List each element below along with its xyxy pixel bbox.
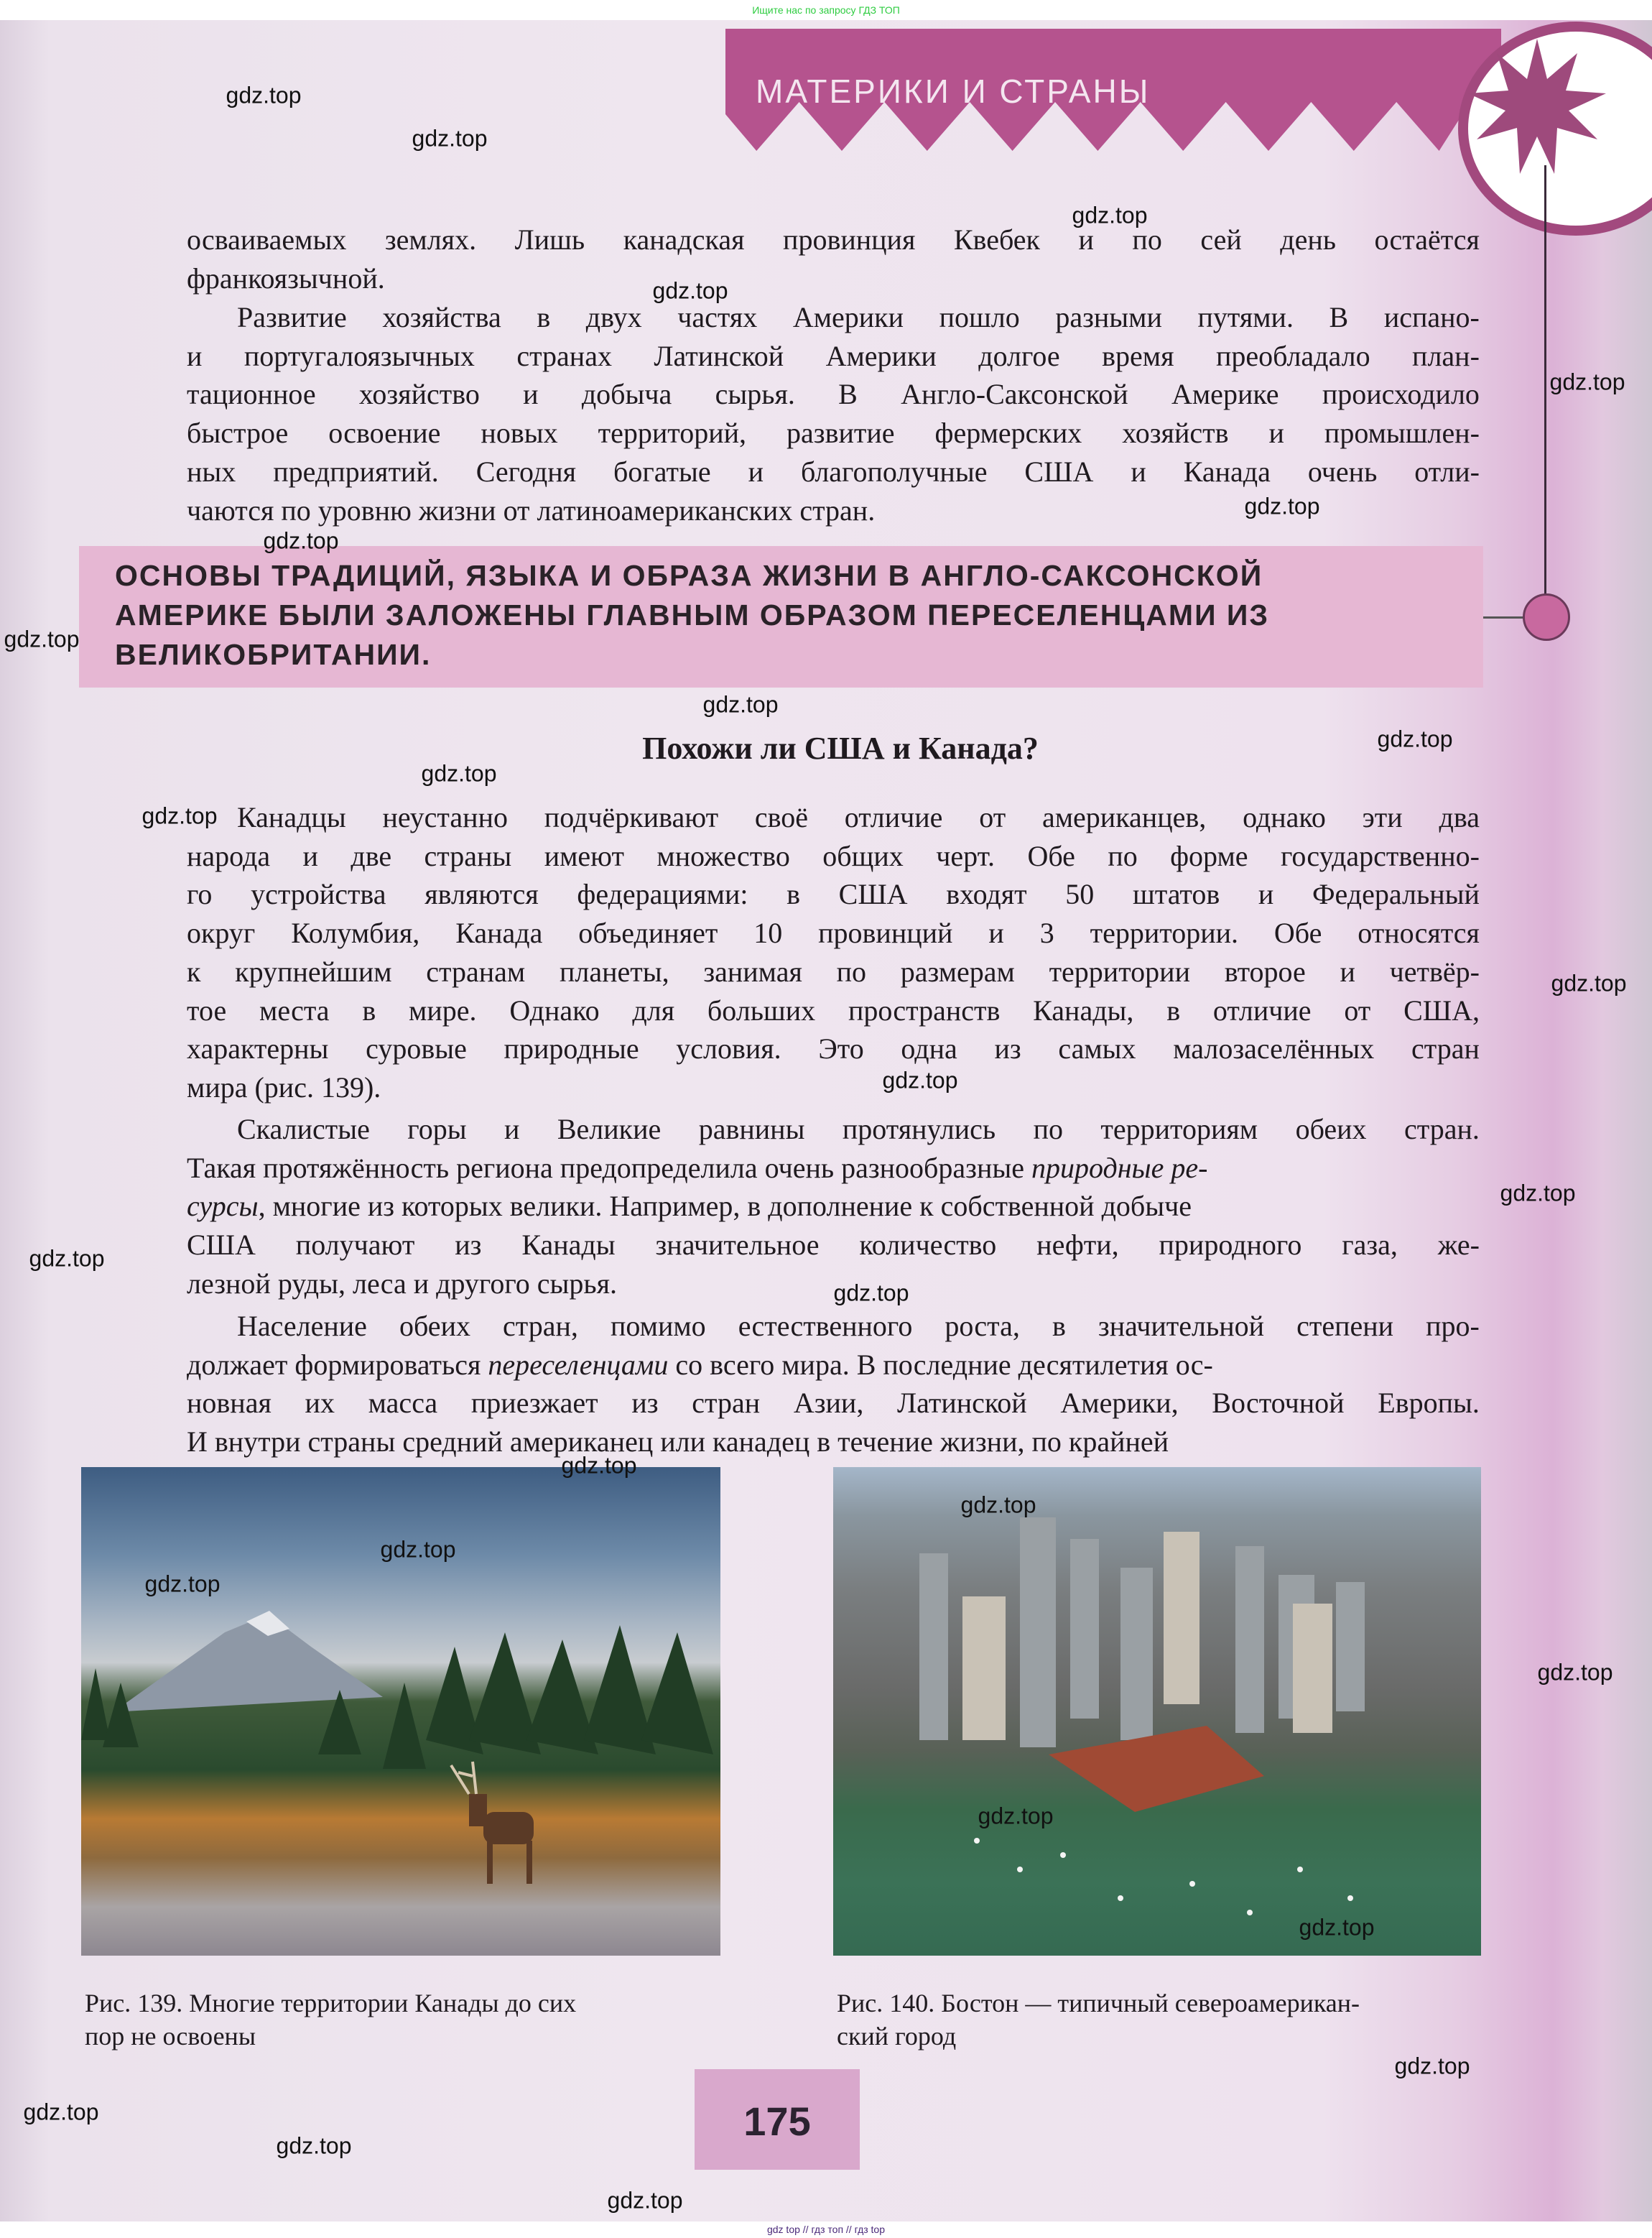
section-title: МАТЕРИКИ И СТРАНЫ — [756, 73, 1151, 110]
word: природные — [504, 1032, 639, 1065]
word: в — [1052, 1310, 1066, 1342]
word: две — [351, 839, 392, 872]
word: планеты, — [559, 955, 669, 988]
watermark-text: gdz.top — [833, 1280, 909, 1306]
text-segment: чаются по уровню жизни от латиноамериканских стран. — [187, 494, 876, 527]
word: странах — [516, 339, 612, 372]
word: Канады — [521, 1229, 616, 1262]
word: и — [1340, 955, 1355, 988]
word: и — [988, 917, 1004, 950]
word: форме — [1170, 839, 1248, 872]
watermark-text: gdz.top — [607, 2187, 683, 2214]
word: отли- — [1414, 455, 1480, 488]
italic-term: переселенцами — [488, 1348, 669, 1381]
word: очень — [1307, 455, 1378, 488]
text-line — [187, 1348, 1480, 1382]
word: федерациями: — [577, 878, 748, 911]
word: имеют — [544, 839, 624, 872]
word: Это — [818, 1032, 864, 1065]
word: путями. — [1197, 301, 1294, 333]
callout-line: АМЕРИКЕ БЫЛИ ЗАЛОЖЕНЫ ГЛАВНЫМ ОБРАЗОМ ПЕРЕСЕЛЕНЦАМИ ИЗ — [115, 598, 1270, 632]
word: народа — [187, 839, 271, 872]
word: преобладало — [1215, 339, 1370, 372]
word: одна — [901, 1032, 957, 1065]
text-line — [187, 1189, 1480, 1223]
boston-aerial-image — [833, 1467, 1481, 1956]
watermark-text: gdz.top — [1299, 1914, 1375, 1941]
text-line — [237, 800, 1480, 834]
word: природного — [1159, 1229, 1302, 1262]
word: странам — [426, 955, 526, 988]
word: в — [362, 994, 376, 1027]
word: го — [187, 878, 213, 911]
word: время — [1102, 339, 1174, 372]
text-segment: Такая протяжённость региона предопределила очень разнообразные — [187, 1151, 1031, 1184]
caption-line: пор не освоены — [85, 2022, 256, 2050]
word: по — [1108, 839, 1138, 872]
word: и — [504, 1113, 520, 1145]
word: второе — [1224, 955, 1306, 988]
watermark-text: gdz.top — [1244, 493, 1320, 519]
text-line — [187, 1228, 1480, 1262]
word: эти — [1362, 801, 1403, 833]
callout-line: ОСНОВЫ ТРАДИЦИЙ, ЯЗЫКА И ОБРАЗА ЖИЗНИ В АНГЛО-САКСОНСКОЙ — [115, 559, 1263, 592]
word: провинций — [818, 917, 953, 950]
text-segment — [187, 839, 1480, 873]
word: В — [838, 378, 858, 411]
word: Однако — [509, 994, 600, 1027]
word: малозаселённых — [1173, 1032, 1375, 1065]
word: разными — [1055, 301, 1162, 333]
word: черт. — [936, 839, 996, 872]
text-line — [237, 1112, 1480, 1146]
caption-line: Рис. 139. Многие территории Канады до сих — [85, 1989, 577, 2017]
word: штатов — [1132, 878, 1220, 911]
word: Сегодня — [475, 455, 577, 488]
word: к — [187, 955, 201, 988]
text-segment — [187, 1228, 1480, 1262]
word: происходило — [1322, 378, 1480, 411]
word: 3 — [1039, 917, 1054, 950]
text-segment — [187, 994, 1480, 1027]
word: благополучные — [800, 455, 988, 488]
word: относятся — [1358, 917, 1480, 950]
watermark-text: gdz.top — [978, 1803, 1054, 1829]
word: Великие — [557, 1113, 662, 1145]
caption-line: ский город — [837, 2022, 957, 2050]
word: богатые — [613, 455, 711, 488]
word: самых — [1058, 1032, 1136, 1065]
word: стран. — [1403, 1113, 1480, 1145]
decorative-dot — [1523, 593, 1570, 641]
word: из — [455, 1229, 482, 1262]
watermark-text: gdz.top — [1500, 1180, 1576, 1206]
word: в — [786, 878, 800, 911]
word: землях. — [384, 223, 477, 256]
word: количество — [859, 1229, 997, 1262]
word: хозяйств — [1122, 417, 1229, 450]
word: же- — [1437, 1229, 1480, 1262]
word: Восточной — [1212, 1387, 1345, 1420]
watermark-text: gdz.top — [1394, 2053, 1470, 2079]
word: 50 — [1065, 878, 1095, 911]
word: провинция — [783, 223, 916, 256]
figure-140-photo — [833, 1467, 1481, 1956]
word: промышлен- — [1324, 417, 1480, 450]
watermark-text: gdz.top — [1377, 726, 1453, 752]
text-segment — [187, 339, 1480, 373]
word: день — [1280, 223, 1337, 256]
text-segment — [237, 1112, 1480, 1146]
word: добыча — [581, 378, 672, 411]
word: обеих — [399, 1310, 470, 1342]
word: территории. — [1090, 917, 1238, 950]
word: четвёр- — [1389, 955, 1480, 988]
word: их — [305, 1387, 335, 1420]
word: фермерских — [934, 417, 1082, 450]
word: испано- — [1383, 301, 1480, 333]
word: и — [187, 339, 203, 372]
word: общих — [822, 839, 904, 872]
figure-139-caption — [85, 1987, 576, 2053]
watermark-text: gdz.top — [23, 2099, 99, 2125]
word: протянулись — [842, 1113, 996, 1145]
text-line — [187, 377, 1480, 411]
italic-term: природные ре- — [1031, 1151, 1208, 1184]
word: газа, — [1342, 1229, 1398, 1262]
word: США, — [1403, 994, 1480, 1027]
word: тационное — [187, 378, 316, 411]
word: и — [1258, 878, 1274, 911]
top-notice: Ищите нас по запросу ГДЗ ТОП — [0, 0, 1652, 20]
text-line — [187, 839, 1480, 873]
word: однако — [1243, 801, 1326, 833]
text-segment: , многие из которых велики. Например, в дополнение к собственной добыче — [258, 1190, 1192, 1223]
word: естественного — [738, 1310, 913, 1342]
word: Англо-Саксонской — [901, 378, 1128, 411]
text-line — [187, 416, 1480, 450]
word: своё — [754, 801, 808, 833]
word: отличие — [844, 801, 943, 833]
word: от — [979, 801, 1006, 833]
word: объединяет — [578, 917, 718, 950]
word: из — [631, 1387, 659, 1420]
word: государственно- — [1280, 839, 1480, 872]
word: округ — [187, 917, 256, 950]
word: стран — [1411, 1032, 1480, 1065]
word: и — [1078, 223, 1094, 256]
watermark-text: gdz.top — [4, 626, 80, 652]
word: ных — [187, 455, 236, 488]
word: развитие — [786, 417, 895, 450]
word: роста, — [945, 1310, 1020, 1342]
word: Канада — [1183, 455, 1271, 488]
word: американцев, — [1041, 801, 1207, 833]
text-segment — [187, 916, 1480, 950]
text-line — [187, 916, 1480, 950]
word: из — [994, 1032, 1021, 1065]
word: нефти, — [1036, 1229, 1119, 1262]
watermark-text: gdz.top — [702, 691, 779, 718]
word: канадская — [623, 223, 745, 256]
word: сей — [1200, 223, 1242, 256]
word: мире. — [409, 994, 477, 1027]
word: про- — [1426, 1310, 1480, 1342]
word: предприятий. — [273, 455, 439, 488]
text-line — [237, 300, 1480, 334]
word: занимая — [703, 955, 802, 988]
page-number: 175 — [743, 2099, 811, 2144]
text-line — [187, 994, 1480, 1027]
word: стран — [692, 1387, 761, 1420]
word: тое — [187, 994, 227, 1027]
word: двух — [585, 301, 642, 333]
word: новная — [187, 1387, 272, 1420]
word: в — [537, 301, 551, 333]
word: хозяйства — [382, 301, 501, 333]
word: значительной — [1098, 1310, 1265, 1342]
watermark-text: gdz.top — [144, 1571, 221, 1597]
text-segment: И внутри страны средний американец или канадец в течение жизни, по крайней — [187, 1425, 1169, 1458]
word: равнины — [698, 1113, 805, 1145]
subheading: Похожи ли США и Канада? — [642, 731, 1039, 766]
watermark-text: gdz.top — [882, 1067, 958, 1093]
word: являются — [424, 878, 539, 911]
word: территорий, — [598, 417, 746, 450]
text-segment: лезной руды, леса и другого сырья. — [187, 1267, 618, 1300]
watermark-text: gdz.top — [412, 125, 488, 152]
word: Квебек — [953, 223, 1040, 256]
word: территории — [1049, 955, 1190, 988]
watermark-text: gdz.top — [1549, 369, 1625, 395]
word: множество — [656, 839, 790, 872]
bottom-notice: gdz top // гдз топ // гдз top — [0, 2221, 1652, 2238]
word: быстрое — [187, 417, 289, 450]
text-segment: франкоязычной. — [187, 262, 385, 295]
caption-line: Рис. 140. Бостон — типичный североамерикан- — [837, 1989, 1360, 2017]
watermark-text: gdz.top — [561, 1452, 637, 1479]
word: места — [259, 994, 330, 1027]
text-segment: должает формироваться — [187, 1348, 488, 1381]
watermark-text: gdz.top — [421, 760, 497, 787]
word: Америки — [825, 339, 937, 372]
word: долгое — [978, 339, 1060, 372]
word: крупнейшим — [235, 955, 392, 988]
text-segment — [237, 800, 1480, 834]
text-segment — [187, 455, 1480, 489]
word: и — [523, 378, 539, 411]
word: план- — [1412, 339, 1480, 372]
word: осваиваемых — [187, 223, 347, 256]
word: частях — [677, 301, 758, 333]
word: сырья. — [715, 378, 795, 411]
word: и — [748, 455, 764, 488]
word: получают — [295, 1229, 415, 1262]
word: входят — [946, 878, 1027, 911]
word: 10 — [753, 917, 783, 950]
word: от — [1344, 994, 1371, 1027]
text-segment — [187, 1032, 1480, 1065]
word: помимо — [610, 1310, 706, 1342]
word: масса — [368, 1387, 438, 1420]
word: в — [1166, 994, 1181, 1027]
word: хозяйство — [358, 378, 480, 411]
text-segment — [187, 223, 1480, 256]
word: Население — [237, 1310, 367, 1342]
word: Лишь — [514, 223, 585, 256]
word: Канада — [455, 917, 543, 950]
word: степени — [1296, 1310, 1394, 1342]
word: Америке — [1171, 378, 1279, 411]
callout-line: ВЕЛИКОБРИТАНИИ. — [115, 638, 432, 671]
text-line — [187, 223, 1480, 256]
text-segment — [237, 1309, 1480, 1343]
word: Обе — [1273, 917, 1322, 950]
word: новых — [481, 417, 558, 450]
word: Канадцы — [237, 801, 346, 833]
word: Америки — [792, 301, 904, 333]
word: пошло — [939, 301, 1020, 333]
italic-term: сурсы — [187, 1190, 259, 1223]
decorative-line — [1544, 165, 1546, 596]
text-segment — [187, 416, 1480, 450]
text-line — [237, 1309, 1480, 1343]
watermark-text: gdz.top — [29, 1245, 105, 1272]
text-line — [187, 1386, 1480, 1420]
word: устройства — [251, 878, 386, 911]
text-segment: мира (рис. 139). — [187, 1071, 381, 1104]
word: Латинской — [654, 339, 784, 372]
word: Азии, — [793, 1387, 864, 1420]
word: и — [1268, 417, 1284, 450]
word: Европы. — [1378, 1387, 1480, 1420]
word: португалоязычных — [243, 339, 475, 372]
word: Обе — [1027, 839, 1075, 872]
word: Америки, — [1060, 1387, 1179, 1420]
word: остаётся — [1374, 223, 1480, 256]
word: США — [1024, 455, 1094, 488]
word: Скалистые — [237, 1113, 370, 1145]
word: В — [1329, 301, 1349, 333]
word: Канады, — [1033, 994, 1134, 1027]
word: страны — [424, 839, 512, 872]
text-line — [187, 1032, 1480, 1065]
watermark-text: gdz.top — [652, 277, 728, 304]
word: территориям — [1100, 1113, 1258, 1145]
text-line — [187, 1071, 1480, 1104]
watermark-text: gdz.top — [1072, 202, 1148, 228]
text-segment — [187, 1386, 1480, 1420]
word: Латинской — [897, 1387, 1027, 1420]
word: отличие — [1212, 994, 1312, 1027]
word: для — [632, 994, 675, 1027]
word: по — [836, 955, 866, 988]
word: Развитие — [237, 301, 347, 333]
word: подчёркивают — [544, 801, 719, 833]
watermark-text: gdz.top — [1537, 1659, 1613, 1686]
star-icon — [1465, 36, 1609, 180]
word: по — [1033, 1113, 1063, 1145]
word: стран, — [503, 1310, 578, 1342]
word: условия. — [676, 1032, 781, 1065]
watermark-text: gdz.top — [276, 2132, 352, 2159]
watermark-text: gdz.top — [380, 1536, 456, 1563]
word: значительное — [655, 1229, 820, 1262]
text-segment — [187, 955, 1480, 989]
text-line — [187, 455, 1480, 489]
watermark-text: gdz.top — [226, 82, 302, 108]
word: освоение — [328, 417, 441, 450]
watermark-text: gdz.top — [1551, 970, 1627, 997]
watermark-text: gdz.top — [960, 1492, 1036, 1518]
word: характерны — [187, 1032, 329, 1065]
word: по — [1132, 223, 1162, 256]
word: неустанно — [382, 801, 508, 833]
word: больших — [707, 994, 816, 1027]
word: Федеральный — [1312, 878, 1480, 911]
text-segment: со всего мира. В последние десятилетия ос- — [668, 1348, 1213, 1381]
text-line — [187, 955, 1480, 989]
text-segment — [187, 877, 1480, 911]
text-segment — [237, 300, 1480, 334]
text-line — [187, 877, 1480, 911]
word: размерам — [900, 955, 1015, 988]
text-line — [187, 1151, 1480, 1185]
text-line — [187, 339, 1480, 373]
word: горы — [407, 1113, 467, 1145]
word: суровые — [366, 1032, 467, 1065]
text-segment — [187, 377, 1480, 411]
watermark-text: gdz.top — [141, 803, 218, 829]
text-line — [187, 1425, 1480, 1458]
word: и — [302, 839, 318, 872]
figure-140-caption — [837, 1987, 1360, 2053]
word: обеих — [1295, 1113, 1367, 1145]
word: США — [838, 878, 908, 911]
word: Колумбия, — [291, 917, 420, 950]
word: пространств — [848, 994, 1001, 1027]
word: США — [187, 1229, 256, 1262]
watermark-text: gdz.top — [263, 527, 339, 554]
text-line — [187, 262, 1480, 295]
word: два — [1439, 801, 1480, 833]
word: приезжает — [470, 1387, 598, 1420]
word: и — [1131, 455, 1146, 488]
